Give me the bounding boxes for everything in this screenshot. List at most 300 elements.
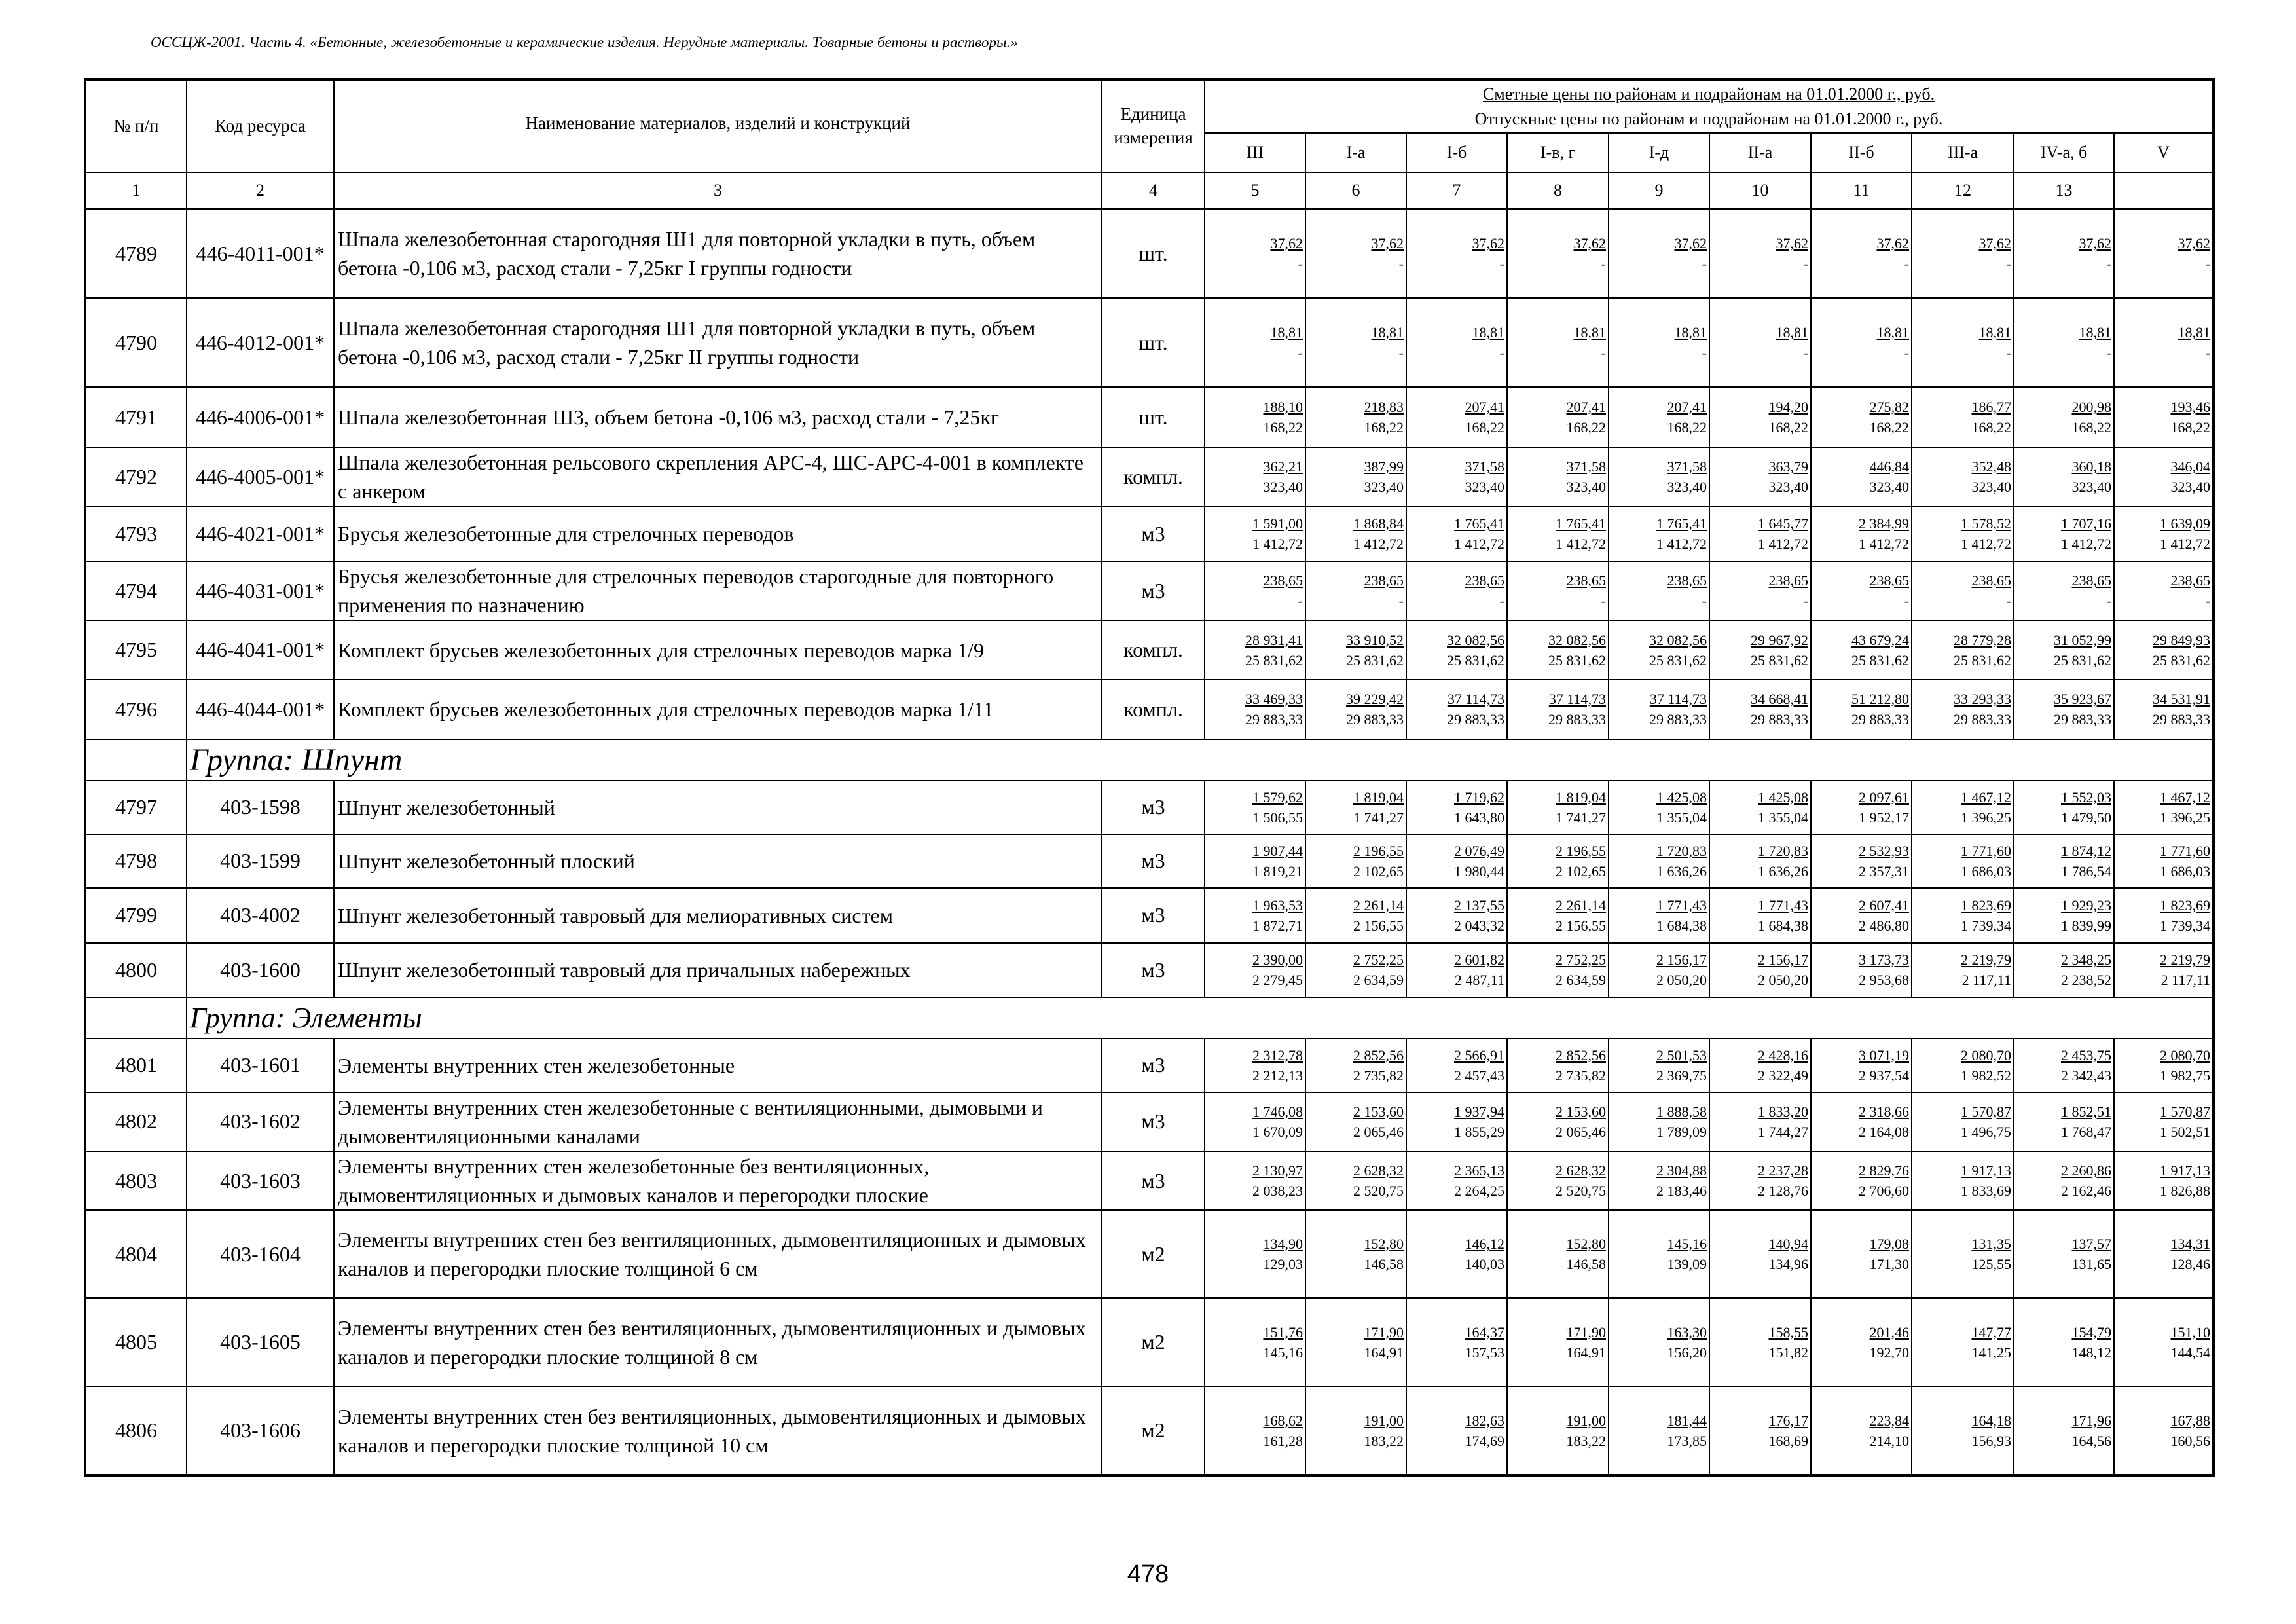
price-cell: [2114, 1039, 2214, 1092]
price-cell: [1205, 561, 1305, 620]
release-price: 168,22: [1971, 419, 2011, 435]
price-cell: [1609, 298, 1709, 387]
estimated-price: 2 080,70: [1961, 1046, 2011, 1063]
price-cell: [1406, 621, 1507, 680]
price-cell: [2114, 209, 2214, 298]
price-cell: [1406, 1151, 1507, 1210]
estimated-price: 168,62: [1263, 1412, 1303, 1429]
release-price: 2 162,46: [2061, 1183, 2111, 1200]
resource-code: 403-1605: [187, 1298, 334, 1386]
price-cell: [1205, 387, 1305, 447]
estimated-price: 18,81: [1371, 323, 1404, 341]
price-cell: [1507, 1092, 1609, 1151]
release-price: 1 670,09: [1252, 1123, 1303, 1140]
estimated-price: 18,81: [2178, 323, 2211, 341]
price-cell: [1912, 888, 2014, 943]
estimated-price: 362,21: [1263, 458, 1303, 475]
estimated-price: 346,04: [2170, 458, 2211, 475]
estimated-price: 2 566,91: [1454, 1046, 1504, 1063]
release-price: 1 412,72: [1859, 536, 1909, 553]
table-row: [85, 387, 2214, 447]
col-header-unit-line1: Единица: [1120, 104, 1186, 124]
release-price: 156,20: [1667, 1344, 1707, 1361]
estimated-price: 238,65: [2071, 572, 2111, 589]
document-header-title: ОССЦЖ-2001. Часть 4. «Бетонные, железобетонные и керамические изделия. Нерудные материалы. Товарные бетоны и растворы.»: [151, 34, 1018, 50]
price-cell: [2014, 506, 2114, 561]
resource-code: 403-1602: [187, 1092, 334, 1151]
release-price: 134,96: [1768, 1256, 1808, 1273]
release-price: 128,46: [2170, 1256, 2211, 1273]
price-cell: [1205, 209, 1305, 298]
release-price: 2 264,25: [1454, 1183, 1504, 1200]
release-price: 1 826,88: [2160, 1183, 2211, 1200]
estimated-price: 1 917,13: [2160, 1162, 2211, 1179]
price-cell: [1811, 1386, 1912, 1475]
row-number: 4791: [85, 387, 187, 447]
price-cell: [1912, 387, 2014, 447]
release-price: 164,91: [1364, 1344, 1404, 1361]
release-price: 1 980,44: [1454, 862, 1504, 879]
price-cell: [1709, 209, 1811, 298]
estimated-price: 33 910,52: [1346, 631, 1404, 648]
price-cell: [1406, 561, 1507, 620]
row-number: 4804: [85, 1210, 187, 1298]
release-price: 1 684,38: [1656, 917, 1707, 934]
release-price: -: [2205, 255, 2211, 272]
price-cell: [2114, 781, 2214, 834]
estimated-price: 2 076,49: [1454, 842, 1504, 859]
material-name: Комплект брусьев железобетонных для стрелочных переводов марка 1/11: [334, 680, 1102, 739]
release-price: 1 412,72: [1656, 536, 1707, 553]
estimated-price: 223,84: [1869, 1412, 1909, 1429]
estimated-price: 37,62: [2079, 234, 2111, 251]
estimated-price: 39 229,42: [1346, 691, 1404, 708]
estimated-price: 154,79: [2071, 1323, 2111, 1340]
estimated-price: 37,62: [1978, 234, 2011, 251]
release-price: 2 520,75: [1556, 1183, 1606, 1200]
estimated-price: 200,98: [2071, 398, 2111, 415]
table-row: [85, 447, 2214, 506]
estimated-price: 2 219,79: [1961, 951, 2011, 969]
release-price: 151,82: [1768, 1344, 1808, 1361]
release-price: -: [2006, 255, 2011, 272]
region-header: II-а: [1709, 133, 1811, 172]
release-price: 2 457,43: [1454, 1067, 1504, 1084]
price-cell: [1305, 1210, 1406, 1298]
column-number: 5: [1205, 172, 1305, 209]
release-price: 141,25: [1971, 1344, 2011, 1361]
group-blank-cell: [85, 739, 187, 781]
resource-code: 403-1598: [187, 781, 334, 834]
estimated-price: 1 874,12: [2061, 842, 2111, 859]
estimated-price: 1 467,12: [2160, 788, 2211, 805]
release-price: 323,40: [1566, 479, 1606, 496]
price-cell: [1305, 834, 1406, 888]
material-name: Шпунт железобетонный тавровый для причальных набережных: [334, 943, 1102, 997]
price-cell: [1205, 506, 1305, 561]
table-row: [85, 298, 2214, 387]
release-price: 2 117,11: [1961, 972, 2011, 989]
row-number: 4799: [85, 888, 187, 943]
estimated-price: 2 628,32: [1353, 1162, 1404, 1179]
release-price: 25 831,62: [1548, 652, 1606, 669]
estimated-price: 238,65: [1364, 572, 1404, 589]
price-cell: [1205, 888, 1305, 943]
estimated-price: 2 196,55: [1556, 842, 1606, 859]
release-price: -: [1499, 255, 1504, 272]
column-number: 13: [2014, 172, 2114, 209]
price-cell: [1709, 1151, 1811, 1210]
price-cell: [1912, 781, 2014, 834]
estimated-price: 37,62: [1472, 234, 1504, 251]
estimated-price: 1 771,60: [1961, 842, 2011, 859]
release-price: 25 831,62: [1751, 652, 1808, 669]
estimated-price: 387,99: [1364, 458, 1404, 475]
release-price: -: [1601, 344, 1606, 361]
col-header-name: Наименование материалов, изделий и конструкций: [334, 79, 1102, 172]
price-cell: [1406, 209, 1507, 298]
release-price: 168,22: [1667, 419, 1707, 435]
price-cell: [1507, 1386, 1609, 1475]
release-price: 2 634,59: [1556, 972, 1606, 989]
price-cell: [1609, 621, 1709, 680]
estimated-price: 146,12: [1465, 1236, 1504, 1253]
estimated-price: 371,58: [1566, 458, 1606, 475]
release-price: 173,85: [1667, 1432, 1707, 1449]
estimated-price: 152,80: [1364, 1236, 1404, 1253]
estimated-price: 33 293,33: [1954, 691, 2011, 708]
release-price: -: [2205, 593, 2211, 610]
price-cell: [1811, 1092, 1912, 1151]
material-name: Элементы внутренних стен железобетонные с вентиляционными, дымовыми и дымовентиляционными каналами: [334, 1092, 1102, 1151]
release-price: -: [1298, 255, 1303, 272]
price-cell: [2014, 298, 2114, 387]
region-header: IV-а, б: [2014, 133, 2114, 172]
release-price: 1 833,69: [1961, 1183, 2011, 1200]
estimated-price: 2 156,17: [1656, 951, 1707, 969]
row-number: 4792: [85, 447, 187, 506]
estimated-price: 238,65: [1566, 572, 1606, 589]
release-price: 164,91: [1566, 1344, 1606, 1361]
price-cell: [2114, 561, 2214, 620]
column-number: 10: [1709, 172, 1811, 209]
price-cell: [1507, 209, 1609, 298]
release-price: 323,40: [1465, 479, 1504, 496]
estimated-price: 181,44: [1667, 1412, 1707, 1429]
estimated-price: 2 156,17: [1758, 951, 1808, 969]
release-price: -: [1702, 255, 1707, 272]
price-cell: [2014, 834, 2114, 888]
price-cell: [1912, 1386, 2014, 1475]
unit-of-measure: м3: [1102, 834, 1205, 888]
estimated-price: 1 719,62: [1454, 788, 1504, 805]
release-price: 25 831,62: [1245, 652, 1303, 669]
column-number: 9: [1609, 172, 1709, 209]
price-cell: [1811, 1039, 1912, 1092]
estimated-price: 151,10: [2170, 1323, 2211, 1340]
release-price: 29 883,33: [1548, 711, 1606, 728]
estimated-price: 158,55: [1768, 1323, 1808, 1340]
estimated-price: 1 639,09: [2160, 515, 2211, 532]
price-cell: [1507, 1210, 1609, 1298]
price-cell: [1609, 1210, 1709, 1298]
release-price: 323,40: [1768, 479, 1808, 496]
price-cell: [1305, 1039, 1406, 1092]
price-cell: [1811, 781, 1912, 834]
estimated-price: 2 348,25: [2061, 951, 2111, 969]
release-price: 2 164,08: [1859, 1123, 1909, 1140]
price-cell: [2014, 621, 2114, 680]
table-row: [85, 209, 2214, 298]
estimated-price: 1 570,87: [2160, 1103, 2211, 1120]
release-price: 1 739,34: [2160, 917, 2211, 934]
release-price: 157,53: [1465, 1344, 1504, 1361]
price-cell: [1205, 298, 1305, 387]
column-number: 12: [1912, 172, 2014, 209]
price-cell: [1811, 834, 1912, 888]
estimated-price: 1 570,87: [1961, 1103, 2011, 1120]
unit-of-measure: компл.: [1102, 621, 1205, 680]
release-price: 2 634,59: [1353, 972, 1404, 989]
region-header: V: [2114, 133, 2214, 172]
table-row: [85, 506, 2214, 561]
release-price: 29 883,33: [1447, 711, 1504, 728]
release-price: 1 355,04: [1758, 809, 1808, 826]
release-price: -: [1803, 255, 1808, 272]
price-cell: [1709, 1092, 1811, 1151]
release-price: 2 156,55: [1353, 917, 1404, 934]
estimated-price: 18,81: [2079, 323, 2111, 341]
estimated-price: 2 318,66: [1859, 1103, 1909, 1120]
resource-code: 446-4044-001*: [187, 680, 334, 739]
price-cell: [1709, 387, 1811, 447]
estimated-price: 1 868,84: [1353, 515, 1404, 532]
price-cell: [1406, 298, 1507, 387]
price-cell: [1709, 621, 1811, 680]
col-header-code: Код ресурса: [187, 79, 334, 172]
material-name: Элементы внутренних стен железобетонные без вентиляционных, дымовентиляционных и дымовых каналов и перегородки плоские: [334, 1151, 1102, 1210]
release-price: 1 819,21: [1252, 862, 1303, 879]
release-price: 214,10: [1869, 1432, 1909, 1449]
estimated-price: 31 052,99: [2054, 631, 2111, 648]
estimated-price: 1 819,04: [1556, 788, 1606, 805]
release-price: 1 636,26: [1656, 862, 1707, 879]
column-number: 2: [187, 172, 334, 209]
estimated-price: 1 746,08: [1252, 1103, 1303, 1120]
price-cell: [1811, 680, 1912, 739]
release-price: 168,22: [1869, 419, 1909, 435]
release-price: 29 883,33: [1245, 711, 1303, 728]
material-name: Шпунт железобетонный: [334, 781, 1102, 834]
release-price: -: [1499, 344, 1504, 361]
column-number: 1: [85, 172, 187, 209]
release-price: -: [1702, 344, 1707, 361]
release-price: 1 502,51: [2160, 1123, 2211, 1140]
price-cell: [2114, 1298, 2214, 1386]
estimated-price: 371,58: [1667, 458, 1707, 475]
estimated-price: 1 578,52: [1961, 515, 2011, 532]
release-price: 25 831,62: [1649, 652, 1707, 669]
release-price: -: [1904, 593, 1909, 610]
price-cell: [1507, 387, 1609, 447]
price-cell: [1406, 1298, 1507, 1386]
estimated-price: 131,35: [1971, 1236, 2011, 1253]
release-price: 25 831,62: [1954, 652, 2011, 669]
price-cell: [1507, 298, 1609, 387]
price-cell: [1609, 1092, 1709, 1151]
release-price: -: [2006, 344, 2011, 361]
price-cell: [1811, 1298, 1912, 1386]
estimated-price: 2 304,88: [1656, 1162, 1707, 1179]
release-price: 1 744,27: [1758, 1123, 1808, 1140]
column-number: 4: [1102, 172, 1205, 209]
price-cell: [1205, 1210, 1305, 1298]
prices-header-release: Отпускные цены по районам и подрайонам на 01.01.2000 г., руб.: [1474, 109, 1943, 128]
column-number: 11: [1811, 172, 1912, 209]
release-price: 323,40: [2170, 479, 2211, 496]
estimated-price: 1 937,94: [1454, 1103, 1504, 1120]
resource-code: 403-1606: [187, 1386, 334, 1475]
price-cell: [1709, 834, 1811, 888]
estimated-price: 2 628,32: [1556, 1162, 1606, 1179]
material-name: Элементы внутренних стен железобетонные: [334, 1039, 1102, 1092]
material-name: Брусья железобетонные для стрелочных переводов старогодные для повторного применения по назначению: [334, 561, 1102, 620]
release-price: 183,22: [1364, 1432, 1404, 1449]
release-price: 1 686,03: [2160, 862, 2211, 879]
estimated-price: 2 097,61: [1859, 788, 1909, 805]
price-cell: [1205, 447, 1305, 506]
price-cell: [1912, 621, 2014, 680]
release-price: 1 643,80: [1454, 809, 1504, 826]
material-name: Элементы внутренних стен без вентиляционных, дымовентиляционных и дымовых каналов и перегородки плоские толщиной 8 см: [334, 1298, 1102, 1386]
price-cell: [2114, 387, 2214, 447]
estimated-price: 207,41: [1667, 398, 1707, 415]
price-cell: [1912, 506, 2014, 561]
price-cell: [1205, 1092, 1305, 1151]
release-price: 168,22: [1263, 419, 1303, 435]
release-price: 168,22: [1364, 419, 1404, 435]
price-cell: [1811, 1151, 1912, 1210]
estimated-price: 37,62: [1876, 234, 1909, 251]
estimated-price: 37 114,73: [1649, 691, 1707, 708]
estimated-price: 18,81: [1270, 323, 1303, 341]
price-cell: [1406, 506, 1507, 561]
release-price: 168,22: [1768, 419, 1808, 435]
release-price: -: [2106, 593, 2111, 610]
price-cell: [1205, 1039, 1305, 1092]
release-price: 25 831,62: [1447, 652, 1504, 669]
col-header-num: № п/п: [85, 79, 187, 172]
material-name: Элементы внутренних стен без вентиляционных, дымовентиляционных и дымовых каналов и перегородки плоские толщиной 10 см: [334, 1386, 1102, 1475]
estimated-price: 43 679,24: [1851, 631, 1909, 648]
estimated-price: 238,65: [1667, 572, 1707, 589]
estimated-price: 3 071,19: [1859, 1046, 1909, 1063]
estimated-price: 1 771,60: [2160, 842, 2211, 859]
release-price: -: [1298, 593, 1303, 610]
price-cell: [1709, 781, 1811, 834]
row-number: 4805: [85, 1298, 187, 1386]
price-cell: [1507, 888, 1609, 943]
estimated-price: 352,48: [1971, 458, 2011, 475]
price-cell: [2114, 506, 2214, 561]
release-price: 29 883,33: [1649, 711, 1707, 728]
estimated-price: 151,76: [1263, 1323, 1303, 1340]
column-number: 3: [334, 172, 1102, 209]
row-number: 4798: [85, 834, 187, 888]
col-header-unit: [1102, 79, 1205, 172]
release-price: 168,22: [2071, 419, 2111, 435]
release-price: 1 872,71: [1252, 917, 1303, 934]
release-price: 2 128,76: [1758, 1183, 1808, 1200]
estimated-price: 18,81: [1674, 323, 1707, 341]
estimated-price: 2 453,75: [2061, 1046, 2111, 1063]
price-table: [84, 78, 2215, 1477]
release-price: 168,22: [1465, 419, 1504, 435]
estimated-price: 1 833,20: [1758, 1103, 1808, 1120]
release-price: 29 883,33: [2054, 711, 2111, 728]
region-header: III: [1205, 133, 1305, 172]
price-cell: [2114, 834, 2214, 888]
price-cell: [1912, 1092, 2014, 1151]
price-cell: [2014, 1039, 2114, 1092]
release-price: 1 982,52: [1961, 1067, 2011, 1084]
release-price: -: [1601, 593, 1606, 610]
price-cell: [2114, 1092, 2214, 1151]
unit-of-measure: м3: [1102, 1151, 1205, 1210]
price-cell: [1811, 943, 1912, 997]
price-cell: [2114, 621, 2214, 680]
release-price: -: [1904, 344, 1909, 361]
table-row: [85, 621, 2214, 680]
estimated-price: 134,31: [2170, 1236, 2211, 1253]
release-price: 174,69: [1465, 1432, 1504, 1449]
price-cell: [1811, 888, 1912, 943]
col-header-unit-line2: измерения: [1114, 127, 1193, 147]
price-cell: [1609, 834, 1709, 888]
price-cell: [1507, 834, 1609, 888]
release-price: 29 883,33: [1751, 711, 1808, 728]
estimated-price: 1 917,13: [1961, 1162, 2011, 1179]
price-cell: [2014, 943, 2114, 997]
estimated-price: 33 469,33: [1245, 691, 1303, 708]
release-price: 2 735,82: [1353, 1067, 1404, 1084]
table-row: [85, 561, 2214, 620]
release-price: 323,40: [2071, 479, 2111, 496]
material-name: Шпала железобетонная старогодняя Ш1 для повторной укладки в путь, объем бетона -0,106 м3, расход стали - 7,25кг II группы годности: [334, 298, 1102, 387]
price-cell: [1305, 1151, 1406, 1210]
estimated-price: 238,65: [1971, 572, 2011, 589]
table-row: [85, 943, 2214, 997]
price-cell: [1811, 1210, 1912, 1298]
resource-code: 403-1600: [187, 943, 334, 997]
table-row: [85, 1092, 2214, 1151]
resource-code: 403-1604: [187, 1210, 334, 1298]
row-number: 4797: [85, 781, 187, 834]
table-row: [85, 680, 2214, 739]
price-cell: [1912, 680, 2014, 739]
estimated-price: 186,77: [1971, 398, 2011, 415]
column-number: 7: [1406, 172, 1507, 209]
estimated-price: 37,62: [1270, 234, 1303, 251]
resource-code: 446-4006-001*: [187, 387, 334, 447]
price-cell: [1406, 387, 1507, 447]
price-cell: [1709, 1298, 1811, 1386]
unit-of-measure: м3: [1102, 888, 1205, 943]
region-header: I-д: [1609, 133, 1709, 172]
estimated-price: 1 888,58: [1656, 1103, 1707, 1120]
release-price: 323,40: [1971, 479, 2011, 496]
price-cell: [2114, 943, 2214, 997]
